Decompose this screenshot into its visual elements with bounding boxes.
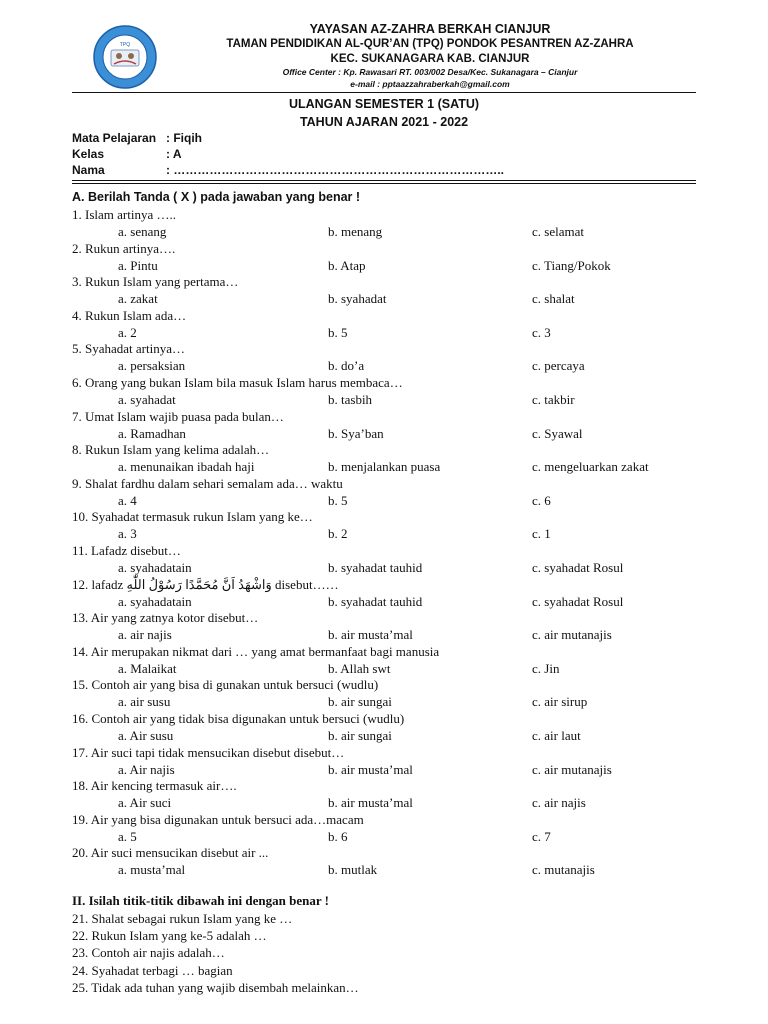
option-a[interactable]: a. persaksian <box>118 358 186 373</box>
option-b[interactable]: b. syahadat tauhid <box>328 560 423 575</box>
academic-year: TAHUN AJARAN 2021 - 2022 <box>299 115 469 129</box>
fill-in-item: 22. Rukun Islam yang ke-5 adalah … <box>72 928 267 943</box>
name-label: Nama <box>72 163 105 177</box>
option-a[interactable]: a. syahadat <box>118 392 176 407</box>
question-text: 11. Lafadz disebut… <box>72 543 181 558</box>
option-a[interactable]: a. Air najis <box>118 762 175 777</box>
option-b[interactable]: b. syahadat <box>328 291 387 306</box>
question-text: 14. Air merupakan nikmat dari … yang amat bermanfaat bagi manusia <box>72 644 440 659</box>
option-b[interactable]: b. Sya’ban <box>328 426 384 441</box>
option-a[interactable]: a. 5 <box>118 829 137 844</box>
option-a[interactable]: a. air najis <box>118 627 172 642</box>
class-value: : A <box>166 147 182 161</box>
option-c[interactable]: c. Jin <box>532 661 560 676</box>
question-text: 5. Syahadat artinya… <box>72 341 185 356</box>
question-text: 7. Umat Islam wajib puasa pada bulan… <box>72 409 284 424</box>
subject-row <box>72 131 202 145</box>
option-a[interactable]: a. menunaikan ibadah haji <box>118 459 255 474</box>
question-text: 4. Rukun Islam ada… <box>72 308 187 323</box>
option-a[interactable]: a. musta’mal <box>118 862 186 877</box>
svg-text:TPQ: TPQ <box>119 42 131 48</box>
option-b[interactable]: b. do’a <box>328 358 365 373</box>
subject-label: Mata Pelajaran <box>72 131 157 145</box>
question-text: 1. Islam artinya ….. <box>72 207 176 222</box>
option-c[interactable]: c. 3 <box>532 325 551 340</box>
question-text: 19. Air yang bisa digunakan untuk bersuci ada…macam <box>72 812 364 827</box>
option-a[interactable]: a. 3 <box>118 526 137 541</box>
option-c[interactable]: c. percaya <box>532 358 585 373</box>
option-b[interactable]: b. Allah swt <box>328 661 391 676</box>
option-b[interactable]: b. air musta’mal <box>328 762 413 777</box>
subject-value: : Fiqih <box>166 131 202 145</box>
option-a[interactable]: a. Air suci <box>118 795 172 810</box>
option-a[interactable]: a. senang <box>118 224 167 239</box>
option-b[interactable]: b. 5 <box>328 325 348 340</box>
question-text: 16. Contoh air yang tidak bisa digunakan untuk bersuci (wudlu) <box>72 711 405 726</box>
option-c[interactable]: c. selamat <box>532 224 584 239</box>
option-c[interactable]: c. syahadat Rosul <box>532 560 624 575</box>
identity-divider-2 <box>72 183 696 184</box>
option-c[interactable]: c. takbir <box>532 392 575 407</box>
fill-in-item: 24. Syahadat terbagi … bagian <box>72 963 233 978</box>
option-c[interactable]: c. 7 <box>532 829 551 844</box>
option-b[interactable]: b. mutlak <box>328 862 378 877</box>
option-a[interactable]: a. syahadatain <box>118 560 192 575</box>
option-b[interactable]: b. Atap <box>328 258 366 273</box>
question-text: 9. Shalat fardhu dalam sehari semalam ada… waktu <box>72 476 343 491</box>
office-address: Office Center : Kp. Rawasari RT. 003/002 Desa/Kec. Sukanagara – Cianjur <box>282 67 578 77</box>
option-c[interactable]: c. 1 <box>532 526 551 541</box>
fill-in-item: 25. Tidak ada tuhan yang wajib disembah melainkan… <box>72 980 359 995</box>
section-b-heading: II. Isilah titik-titik dibawah ini dengan benar ! <box>72 893 329 908</box>
option-c[interactable]: c. Syawal <box>532 426 583 441</box>
question-text: 10. Syahadat termasuk rukun Islam yang ke… <box>72 509 313 524</box>
question-text: 20. Air suci mensucikan disebut air ... <box>72 845 269 860</box>
district-name: KEC. SUKANAGARA KAB. CIANJUR <box>330 53 530 65</box>
option-b[interactable]: b. tasbih <box>328 392 373 407</box>
question-text: 2. Rukun artinya…. <box>72 241 176 256</box>
school-logo <box>92 24 158 90</box>
option-a[interactable]: a. 2 <box>118 325 137 340</box>
option-c[interactable]: c. 6 <box>532 493 551 508</box>
option-b[interactable]: b. air sungai <box>328 694 392 709</box>
option-c[interactable]: c. air laut <box>532 728 581 743</box>
name-value: : ……………………………………………………………………….. <box>166 163 504 177</box>
question-text: 6. Orang yang bukan Islam bila masuk Islam harus membaca… <box>72 375 403 390</box>
option-a[interactable]: a. Malaikat <box>118 661 177 676</box>
question-text: 17. Air suci tapi tidak mensucikan disebut disebut… <box>72 745 345 760</box>
class-label: Kelas <box>72 147 105 161</box>
option-a[interactable]: a. 4 <box>118 493 137 508</box>
fill-in-item: 21. Shalat sebagai rukun Islam yang ke … <box>72 911 293 926</box>
option-a[interactable]: a. syahadatain <box>118 594 192 609</box>
class-row <box>72 147 182 161</box>
question-text: 8. Rukun Islam yang kelima adalah… <box>72 442 270 457</box>
question-text: 15. Contoh air yang bisa di gunakan untuk bersuci (wudlu) <box>72 677 379 692</box>
name-row <box>72 163 504 177</box>
option-b[interactable]: b. 2 <box>328 526 348 541</box>
identity-divider-1 <box>72 180 696 181</box>
option-b[interactable]: b. air sungai <box>328 728 392 743</box>
question-text: 12. lafadz وَاشْهَدُ اَنَّ مُحَمَّدًا رَسُوْلُ اللّٰهِ disebut…… <box>72 577 339 592</box>
school-name: TAMAN PENDIDIKAN AL-QUR’AN (TPQ) PONDOK PESANTREN AZ-ZAHRA <box>226 38 634 50</box>
option-c[interactable]: c. air najis <box>532 795 586 810</box>
option-c[interactable]: c. Tiang/Pokok <box>532 258 611 273</box>
option-a[interactable]: a. zakat <box>118 291 158 306</box>
option-a[interactable]: a. Ramadhan <box>118 426 186 441</box>
option-c[interactable]: c. air sirup <box>532 694 588 709</box>
fill-in-item: 23. Contoh air najis adalah… <box>72 945 225 960</box>
option-a[interactable]: a. air susu <box>118 694 171 709</box>
question-text: 3. Rukun Islam yang pertama… <box>72 274 239 289</box>
option-a[interactable]: a. Air susu <box>118 728 174 743</box>
option-c[interactable]: c. air mutanajis <box>532 627 612 642</box>
option-b[interactable]: b. syahadat tauhid <box>328 594 423 609</box>
option-c[interactable]: c. syahadat Rosul <box>532 594 624 609</box>
option-b[interactable]: b. 5 <box>328 493 348 508</box>
option-b[interactable]: b. air musta’mal <box>328 627 413 642</box>
foundation-name: YAYASAN AZ-ZAHRA BERKAH CIANJUR <box>309 22 551 36</box>
option-c[interactable]: c. air mutanajis <box>532 762 612 777</box>
question-text: 18. Air kencing termasuk air…. <box>72 778 237 793</box>
option-b[interactable]: b. menang <box>328 224 383 239</box>
email-address: e-mail : pptaazzahraberkah@gmail.com <box>350 79 510 89</box>
option-a[interactable]: a. Pintu <box>118 258 158 273</box>
option-b[interactable]: b. menjalankan puasa <box>328 459 441 474</box>
header-divider <box>72 92 696 93</box>
exam-title: ULANGAN SEMESTER 1 (SATU) <box>288 97 480 111</box>
option-c[interactable]: c. mutanajis <box>532 862 595 877</box>
question-text: 13. Air yang zatnya kotor disebut… <box>72 610 259 625</box>
option-c[interactable]: c. shalat <box>532 291 575 306</box>
option-c[interactable]: c. mengeluarkan zakat <box>532 459 649 474</box>
option-b[interactable]: b. air musta’mal <box>328 795 413 810</box>
option-b[interactable]: b. 6 <box>328 829 348 844</box>
section-a-heading: A. Berilah Tanda ( X ) pada jawaban yang benar ! <box>72 190 361 204</box>
